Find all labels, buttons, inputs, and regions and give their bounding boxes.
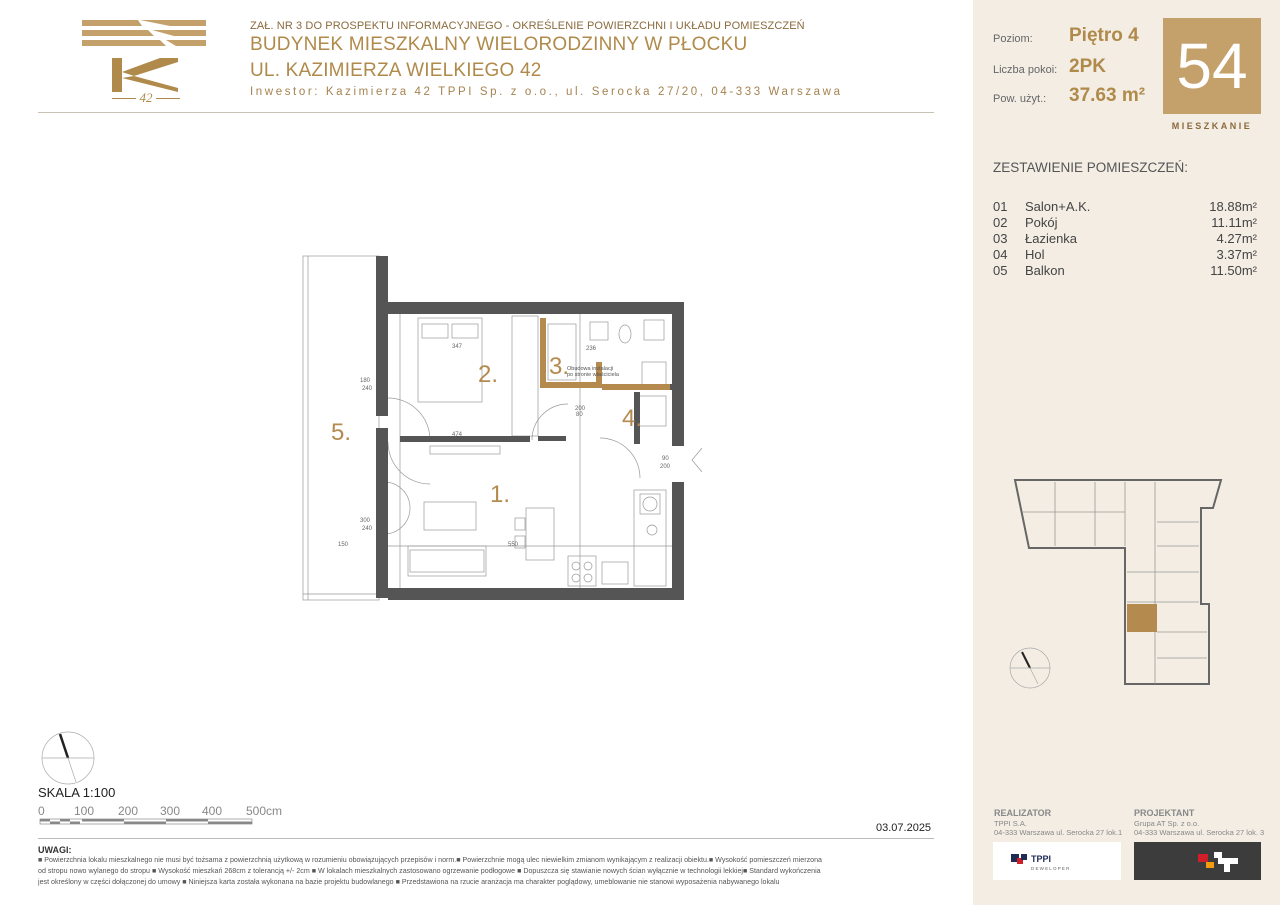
svg-text:300: 300: [360, 518, 371, 524]
attachment-line: ZAŁ. NR 3 DO PROSPEKTU INFORMACYJNEGO - OKREŚLENIE POWIERZCHNI I UKŁADU POMIESZCZEŃ: [250, 20, 805, 32]
installation-note-2: po stronie właściciela: [567, 372, 619, 378]
svg-text:474: 474: [452, 432, 463, 438]
note-line: od stropu nowo wylanego do stropu ■ Wysokość mieszkań 268cm z tolerancją +/- 2cm ■ W lokalach mieszkalnych zastosowano ogrzewanie podłogowe ■ Dopuszcza się stawianie nowych ścian wyłącznie w technologii lekkiej■ Standard wykończenia: [38, 867, 821, 875]
north-arrow-icon: [40, 730, 96, 786]
room-5-label: 5.: [331, 419, 352, 446]
area-label: Pow. użyt.:: [993, 93, 1047, 105]
svg-text:TPPI: TPPI: [1031, 854, 1052, 864]
projektant-name: Grupa AT Sp. z o.o.: [1134, 819, 1200, 828]
svg-text:0: 0: [38, 804, 45, 818]
svg-text:150: 150: [338, 542, 349, 548]
room-1-label: 1.: [490, 481, 511, 508]
investor-line: Inwestor: Kazimierza 42 TPPI Sp. z o.o., ul. Serocka 27/20, 04-333 Warszawa: [250, 86, 843, 98]
svg-text:550: 550: [508, 542, 519, 548]
svg-text:100: 100: [74, 804, 95, 818]
note-line: jest określony w części dołączonej do umowy ■ Niniejsza karta została wykonana na bazie projektu budowlanego ■ Przedstawiona na rzucie aranżacja ma charakter poglądowy, umeblowanie nie stanowi wyposażenia nabywanego lokalu: [38, 878, 780, 886]
list-item: 04 Hol 3.37m²: [993, 247, 1257, 262]
projektant-logo: [1134, 842, 1261, 880]
realizator-name: TPPI S.A.: [994, 819, 1027, 828]
projektant-address: 04-333 Warszawa ul. Serocka 27 lok. 3: [1134, 828, 1265, 837]
svg-text:347: 347: [452, 344, 463, 350]
rooms-summary-title: ZESTAWIENIE POMIESZCZEŃ:: [993, 160, 1189, 175]
note-line: ■ Powierzchnia lokalu mieszkalnego nie musi być tożsama z powierzchnią użytkową w rozumieniu obowiązujących przepisów i norm.■ Powierzchnie mogą ulec niewielkim zmianom wynikającym z realizacji obiektu.■ Wysokość pomieszczeń mierzona: [38, 856, 822, 864]
room-2-label: 2.: [478, 361, 499, 388]
svg-text:90: 90: [662, 456, 669, 462]
realizator-address: 04-333 Warszawa ul. Serocka 27 lok.1: [994, 828, 1123, 837]
scale-label: SKALA 1:100: [38, 785, 116, 800]
area-value: 37.63 m²: [1069, 85, 1146, 106]
room-3-label: 3.: [549, 353, 570, 380]
north-arrow-icon: [1008, 646, 1052, 690]
rooms-count-value: 2PK: [1069, 56, 1106, 77]
svg-text:236: 236: [586, 346, 597, 352]
svg-text:80: 80: [576, 412, 583, 418]
list-item: 05 Balkon 11.50m²: [993, 263, 1257, 278]
list-item: 03 Łazienka 4.27m²: [993, 231, 1257, 246]
developer-logo: [78, 18, 212, 106]
level-label: Poziom:: [993, 33, 1033, 45]
unit-caption: MIESZKANIE: [1171, 121, 1253, 131]
scale-bar: [36, 804, 296, 828]
projektant-title: PROJEKTANT: [1134, 808, 1195, 818]
svg-text:200: 200: [118, 804, 139, 818]
building-title: BUDYNEK MIESZKALNY WIELORODZINNY W PŁOCKU: [250, 34, 748, 55]
floor-plan: [300, 250, 710, 605]
rooms-count-label: Liczba pokoi:: [993, 64, 1058, 76]
notes-body: [38, 855, 936, 888]
document-date: 03.07.2025: [876, 822, 932, 834]
notes-title: UWAGI:: [38, 845, 72, 855]
svg-text:240: 240: [362, 526, 373, 532]
list-item: 01 Salon+A.K. 18.88m²: [993, 199, 1257, 214]
realizator-title: REALIZATOR: [994, 808, 1052, 818]
info-sidebar: [973, 0, 1280, 905]
svg-text:180: 180: [360, 378, 371, 384]
rooms-list: [993, 199, 1257, 279]
list-item: 02 Pokój 11.11m²: [993, 215, 1257, 230]
unit-number: 54: [1176, 30, 1248, 102]
notes-divider: [38, 838, 934, 839]
level-value: Piętro 4: [1069, 25, 1139, 46]
room-4-label: 4.: [622, 405, 643, 432]
installation-note-1: Obudowa instalacji: [567, 366, 614, 372]
svg-text:300: 300: [160, 804, 181, 818]
svg-text:200: 200: [575, 406, 586, 412]
logo-number: 42: [139, 90, 153, 105]
svg-text:400: 400: [202, 804, 223, 818]
realizator-logo: [993, 842, 1121, 880]
svg-text:240: 240: [362, 386, 373, 392]
svg-text:500cm: 500cm: [246, 804, 283, 818]
header-divider: [38, 112, 934, 113]
svg-text:200: 200: [660, 464, 671, 470]
svg-text:DEWELOPER: DEWELOPER: [1031, 866, 1071, 871]
building-address: UL. KAZIMIERZA WIELKIEGO 42: [250, 60, 542, 81]
highlighted-unit: [1127, 604, 1157, 632]
document-header: [250, 20, 843, 98]
